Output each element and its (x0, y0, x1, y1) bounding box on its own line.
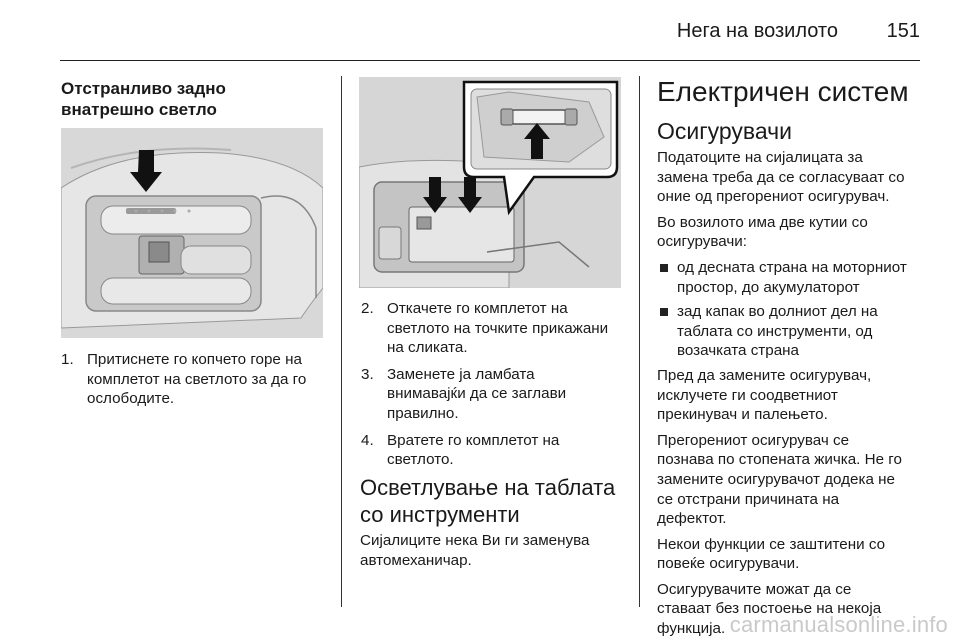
bullet-icon (660, 308, 668, 316)
left-column (61, 78, 331, 120)
bullet-icon (660, 264, 668, 272)
fuse-paragraph-4: Прегорениот осигурувач се познава по стопената жичка. Не го замените осигурувачот додека не се отстрани причината на дефектот. (657, 431, 902, 528)
page-number: 151 (886, 20, 920, 42)
left-steps (61, 350, 336, 416)
fuse-paragraph-6: Осигурувачите можат да се ставаат без постоење на некоја функција. (657, 580, 882, 638)
column-divider-right (639, 76, 640, 607)
list-item: зад капак во долниот дел на таблата со инструменти, од возачката страна (657, 302, 927, 361)
instrument-lighting-text: Сијалиците нека Ви ги заменува автомеханичар. (360, 532, 590, 569)
step-2: 2. Откачете го комплетот на светлото на точките прикажани на сликата. (361, 300, 609, 357)
figure-rear-light (61, 128, 323, 338)
instrument-lighting-section (360, 474, 636, 570)
section-heading-rear-light: Отстранливо задно внатрешно светло (61, 79, 226, 119)
list-item: од десната страна на моторниот простор, до акумулаторот (657, 258, 927, 297)
fuse-paragraph-2: Во возилото има две кутии со осигурувачи: (657, 213, 868, 251)
fuse-paragraph-5: Некои функции се заштитени со повеќе осигурувачи. (657, 535, 886, 573)
step-4: 4. Вратете го комплетот на светлото. (361, 431, 560, 469)
figure-light-assembly (359, 77, 621, 288)
section-heading-instrument-lighting: Осветлување на таблата со инструменти (360, 475, 616, 527)
chapter-heading-electrical: Електричен систем (657, 76, 909, 107)
page-header (60, 0, 920, 61)
right-column (657, 76, 927, 639)
column-divider-left (341, 76, 342, 607)
step-1: 1. Притиснете го копчето горе на комплетот на светлото за да го ослободите. (61, 351, 307, 408)
step-3: 3. Заменете ја ламбата внимавајќи да се заглави правилно. (361, 365, 567, 422)
section-title: Нега на возилото (676, 20, 838, 42)
middle-steps (361, 299, 633, 477)
watermark: carmanualsonline.info (729, 612, 948, 637)
fuse-paragraph-3: Пред да замените осигурувач, исклучете ги соодветниот прекинувач и палењето. (657, 366, 872, 424)
fuse-paragraph-1: Податоците на сијалицата за замена треба да се согласуваат со оние од прегорениот осигурувач. (657, 149, 905, 206)
fuse-box-locations (657, 258, 927, 361)
section-heading-fuses: Осигурувачи (657, 118, 792, 144)
